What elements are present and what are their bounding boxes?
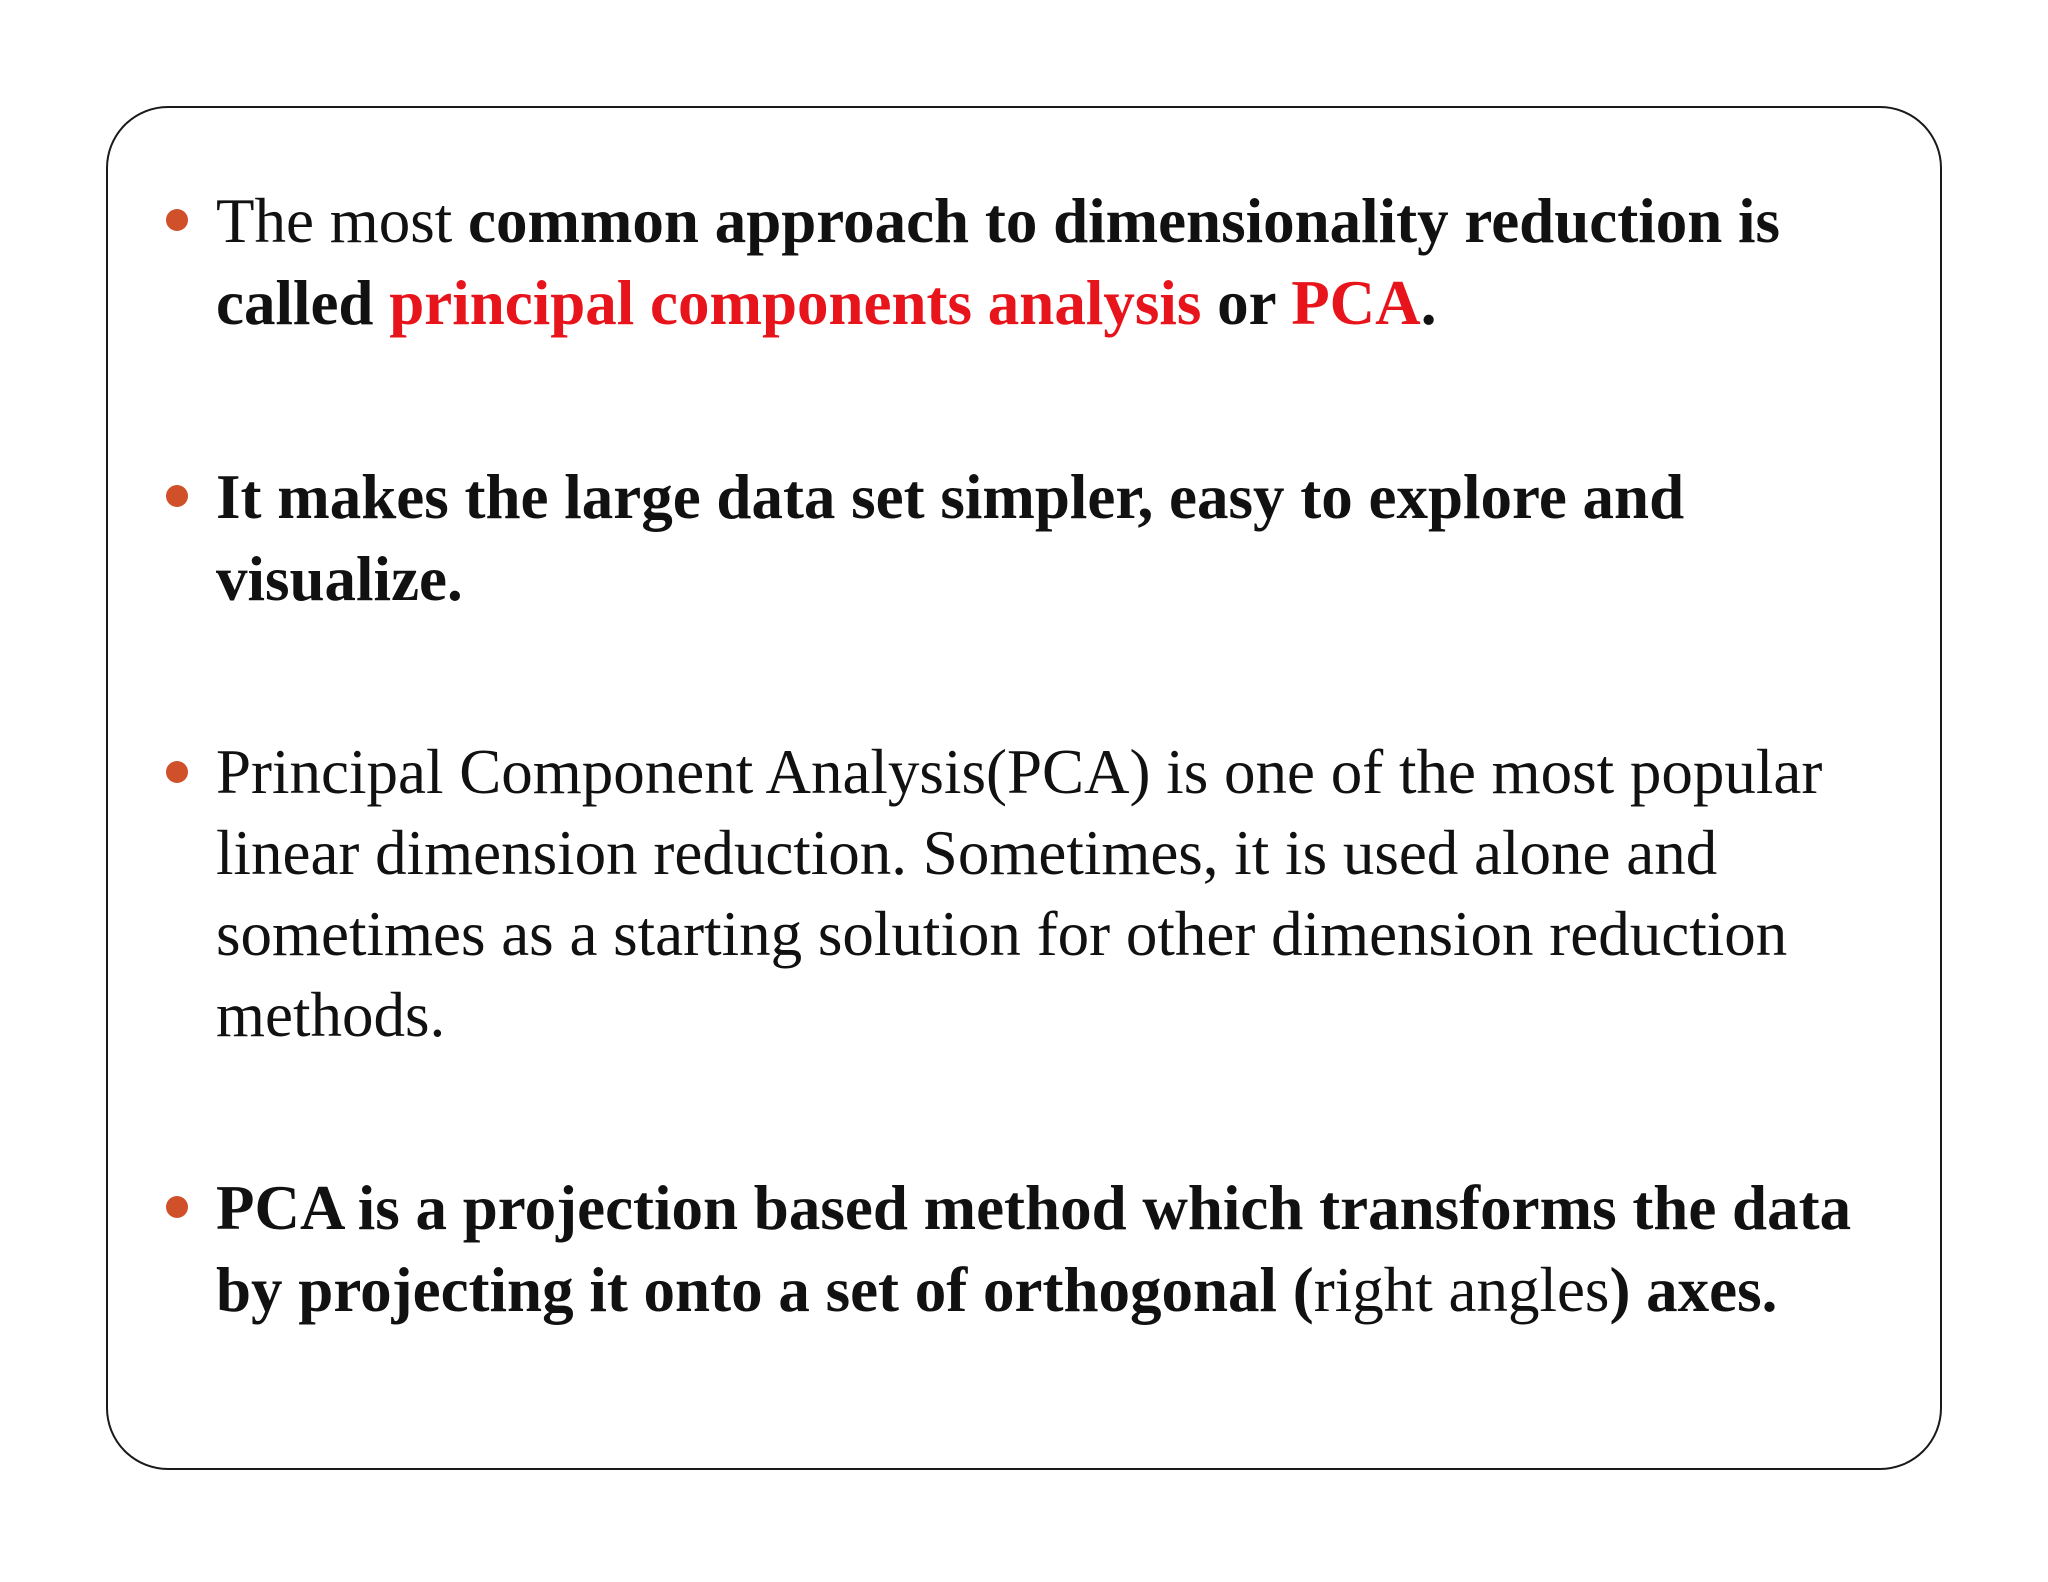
text-segment: right angles	[1313, 1255, 1610, 1325]
bullet-dot-icon	[166, 761, 188, 783]
text-segment: common approach to dimensionality reduction is called	[216, 186, 1781, 338]
text-segment: Principal Component Analysis(PCA) is one of the most popular linear dimension reduction. Sometimes, it is used alone and sometimes as a starting solution for other dimension reduction methods.	[216, 737, 1823, 1050]
bullet-dot-icon	[166, 1196, 188, 1218]
bullet-dot-icon	[166, 209, 188, 231]
bullet-text	[216, 1167, 1916, 1331]
text-segment: PCA is a projection based method which transforms the data by projecting it onto a set of orthogonal (	[216, 1173, 1852, 1325]
bullet-text	[216, 732, 1916, 1056]
highlight-term: principal components analysis	[389, 268, 1202, 338]
text-segment: .	[1420, 268, 1437, 338]
slide-frame	[106, 106, 1942, 1470]
text-segment: The most	[216, 186, 468, 256]
text-segment: It makes the large data set simpler, easy to explore and visualize.	[216, 462, 1685, 614]
text-segment: ) axes.	[1609, 1255, 1778, 1325]
bullet-text	[216, 456, 1916, 620]
highlight-term: PCA	[1291, 268, 1421, 338]
text-segment: or	[1201, 268, 1292, 338]
bullet-text	[216, 180, 1916, 344]
bullet-dot-icon	[166, 485, 188, 507]
